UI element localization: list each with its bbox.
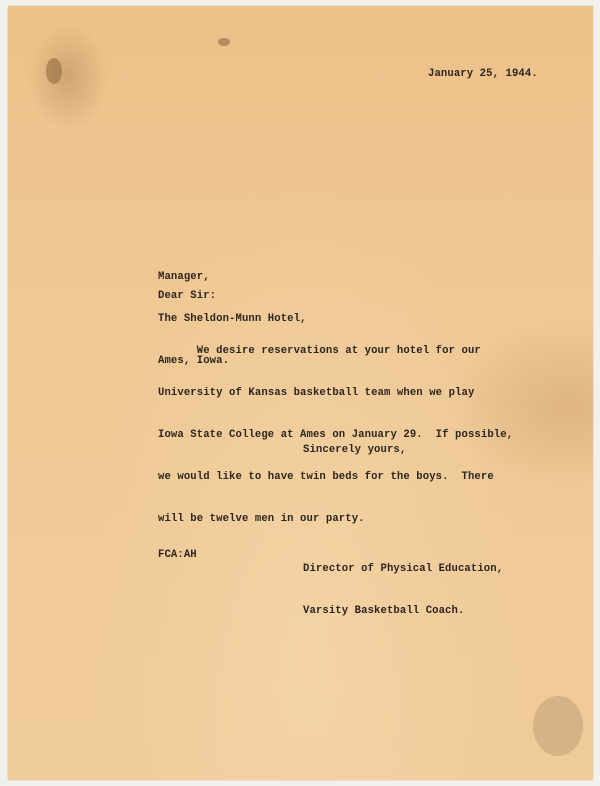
signature-line: Director of Physical Education,: [303, 563, 504, 575]
paper-stain: [218, 38, 230, 46]
signature-block: [303, 534, 503, 646]
letter-date: January 25, 1944.: [428, 68, 538, 80]
body-line: Iowa State College at Ames on January 29. If possible,: [158, 429, 514, 441]
paper-stain: [46, 58, 62, 84]
address-line: The Sheldon-Munn Hotel,: [158, 313, 307, 325]
body-line: we would like to have twin beds for the boys. There: [158, 471, 494, 483]
letter-page: [8, 6, 593, 780]
salutation: Dear Sir:: [158, 290, 217, 302]
closing: Sincerely yours,: [303, 444, 407, 456]
paper-stain: [533, 696, 583, 756]
signature-line: Varsity Basketball Coach.: [303, 605, 465, 617]
body-line: University of Kansas basketball team when we play: [158, 387, 475, 399]
reference-initials: FCA:AH: [158, 549, 197, 561]
letter-body: [158, 316, 513, 554]
body-line: will be twelve men in our party.: [158, 513, 365, 525]
body-line: We desire reservations at your hotel for our: [158, 345, 481, 357]
address-line: Ames, Iowa.: [158, 355, 230, 367]
address-line: Manager,: [158, 271, 210, 283]
